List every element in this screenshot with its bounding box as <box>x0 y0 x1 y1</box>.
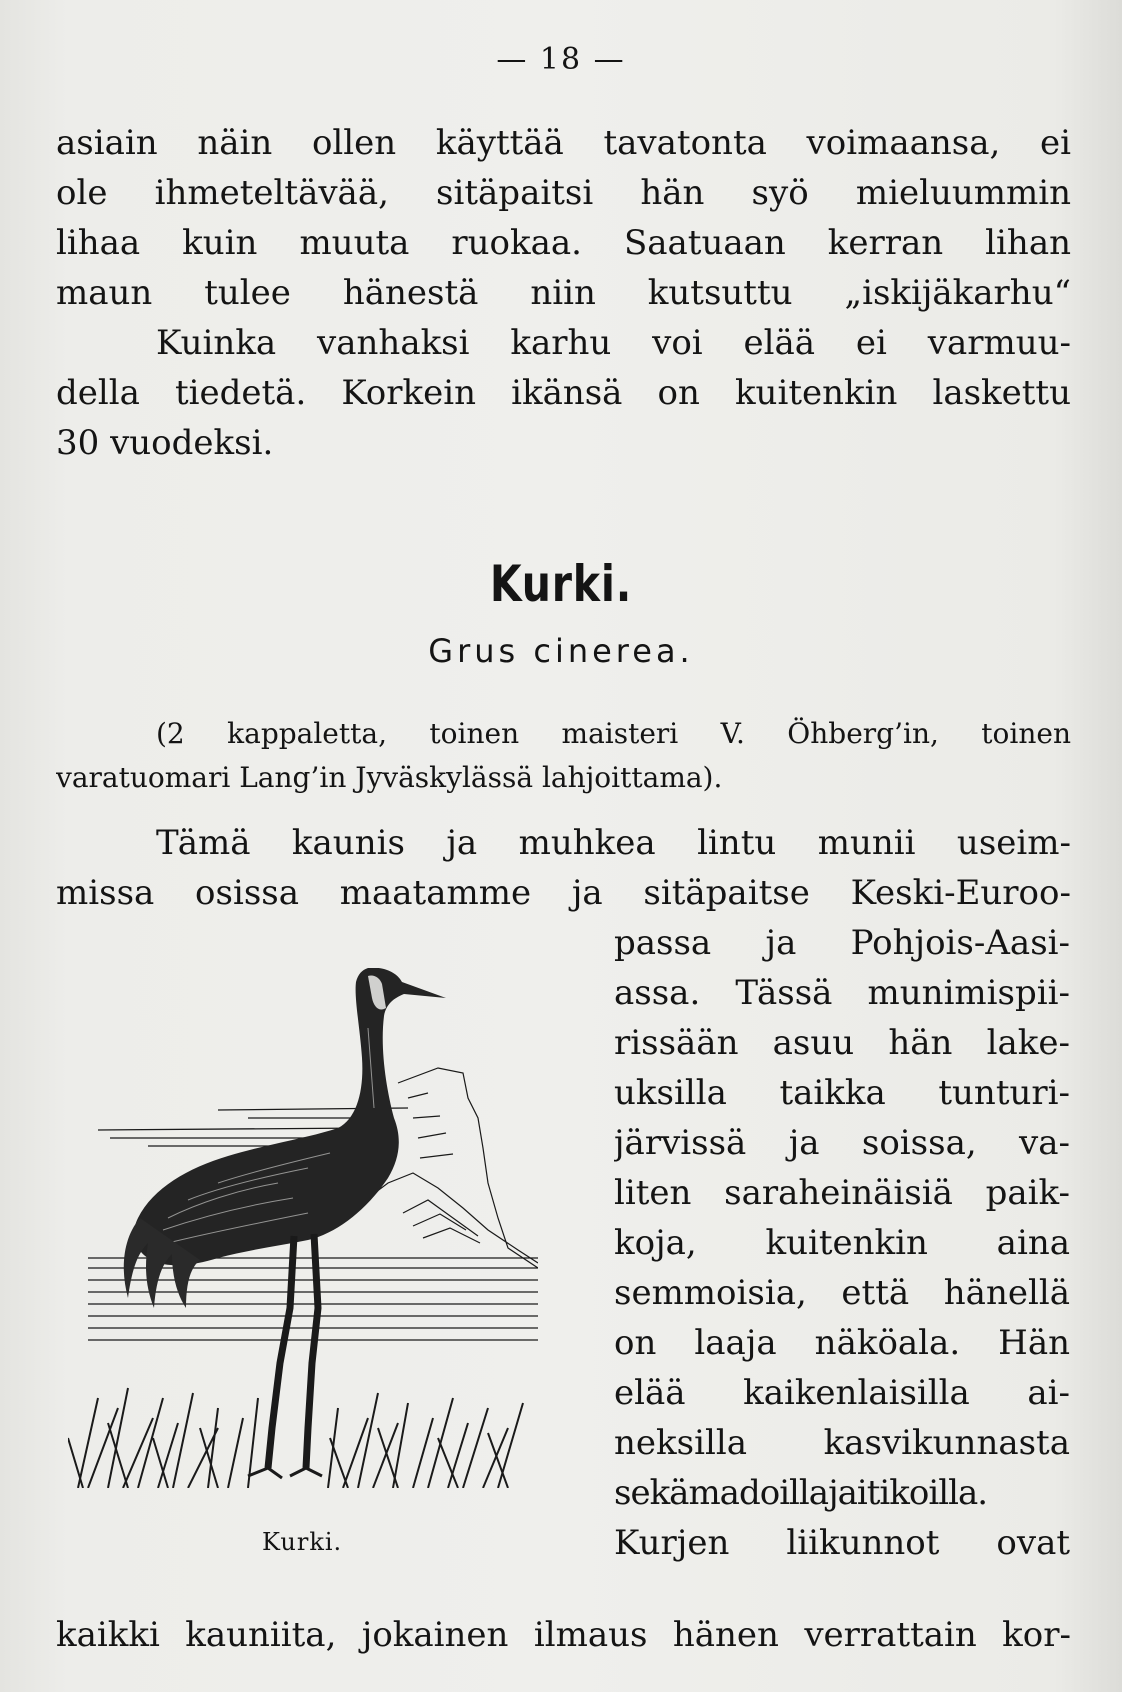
text-line: 30 vuodeksi. <box>56 423 274 463</box>
figure-caption: Kurki. <box>262 1528 343 1556</box>
column-line: elää kaikenlaisilla ai- <box>614 1373 1070 1413</box>
column-line: uksilla taikka tunturi- <box>614 1073 1070 1113</box>
column-line: järvissä ja soissa, va- <box>614 1123 1070 1163</box>
column-line: on laaja näköala. Hän <box>614 1323 1070 1363</box>
text-line: missa osissa maatamme ja sitäpaitse Keski-Euroo- <box>56 873 1071 913</box>
note-line: (2 kappaletta, toinen maisteri V. Öhberg’in, toinen <box>156 717 1071 750</box>
column-line: passa ja Pohjois-Aasi- <box>614 923 1070 963</box>
column-line: rissään asuu hän lake- <box>614 1023 1070 1063</box>
text-line: ole ihmeteltävää, sitäpaitsi hän syö mieluummin <box>56 173 1071 213</box>
column-line: Kurjen liikunnot ovat <box>614 1523 1070 1563</box>
column-line: liten saraheinäisiä paik- <box>614 1173 1070 1213</box>
text-line: Kuinka vanhaksi karhu voi elää ei varmuu- <box>156 323 1071 363</box>
crane-bird <box>124 968 446 1478</box>
continuation-line-block <box>56 1610 1071 1660</box>
body-paragraph <box>56 818 1071 918</box>
column-line: koja, kuitenkin aina <box>614 1223 1070 1263</box>
text-line: asiain näin ollen käyttää tavatonta voimaansa, ei <box>56 123 1071 163</box>
column-line: sekämadoillajaitikoilla. <box>614 1473 988 1513</box>
intro-paragraph <box>56 118 1071 468</box>
column-line: assa. Tässä munimispii- <box>614 973 1070 1013</box>
column-line: neksilla kasvikunnasta <box>614 1423 1070 1463</box>
text-line: maun tulee hänestä niin kutsuttu „iskijäkarhu“ <box>56 273 1071 313</box>
text-line: della tiedetä. Korkein ikänsä on kuitenkin laskettu <box>56 373 1071 413</box>
note-line: varatuomari Lang’in Jyväskylässä lahjoittama). <box>56 761 723 794</box>
donation-note <box>56 712 1071 800</box>
text-line: lihaa kuin muuta ruokaa. Saatuaan kerran lihan <box>56 223 1071 263</box>
section-title: Kurki. <box>489 555 633 613</box>
text-line: Tämä kaunis ja muhkea lintu munii useim- <box>156 823 1071 863</box>
column-line: semmoisia, että hänellä <box>614 1273 1070 1313</box>
crane-illustration <box>68 968 538 1488</box>
text-line: kaikki kauniita, jokainen ilmaus hänen verrattain kor- <box>56 1615 1071 1655</box>
page-number: — 18 — <box>496 42 626 77</box>
text-column <box>614 918 1070 1568</box>
mountain-hills <box>368 1068 538 1268</box>
latin-name: Grus cinerea. <box>428 632 694 670</box>
